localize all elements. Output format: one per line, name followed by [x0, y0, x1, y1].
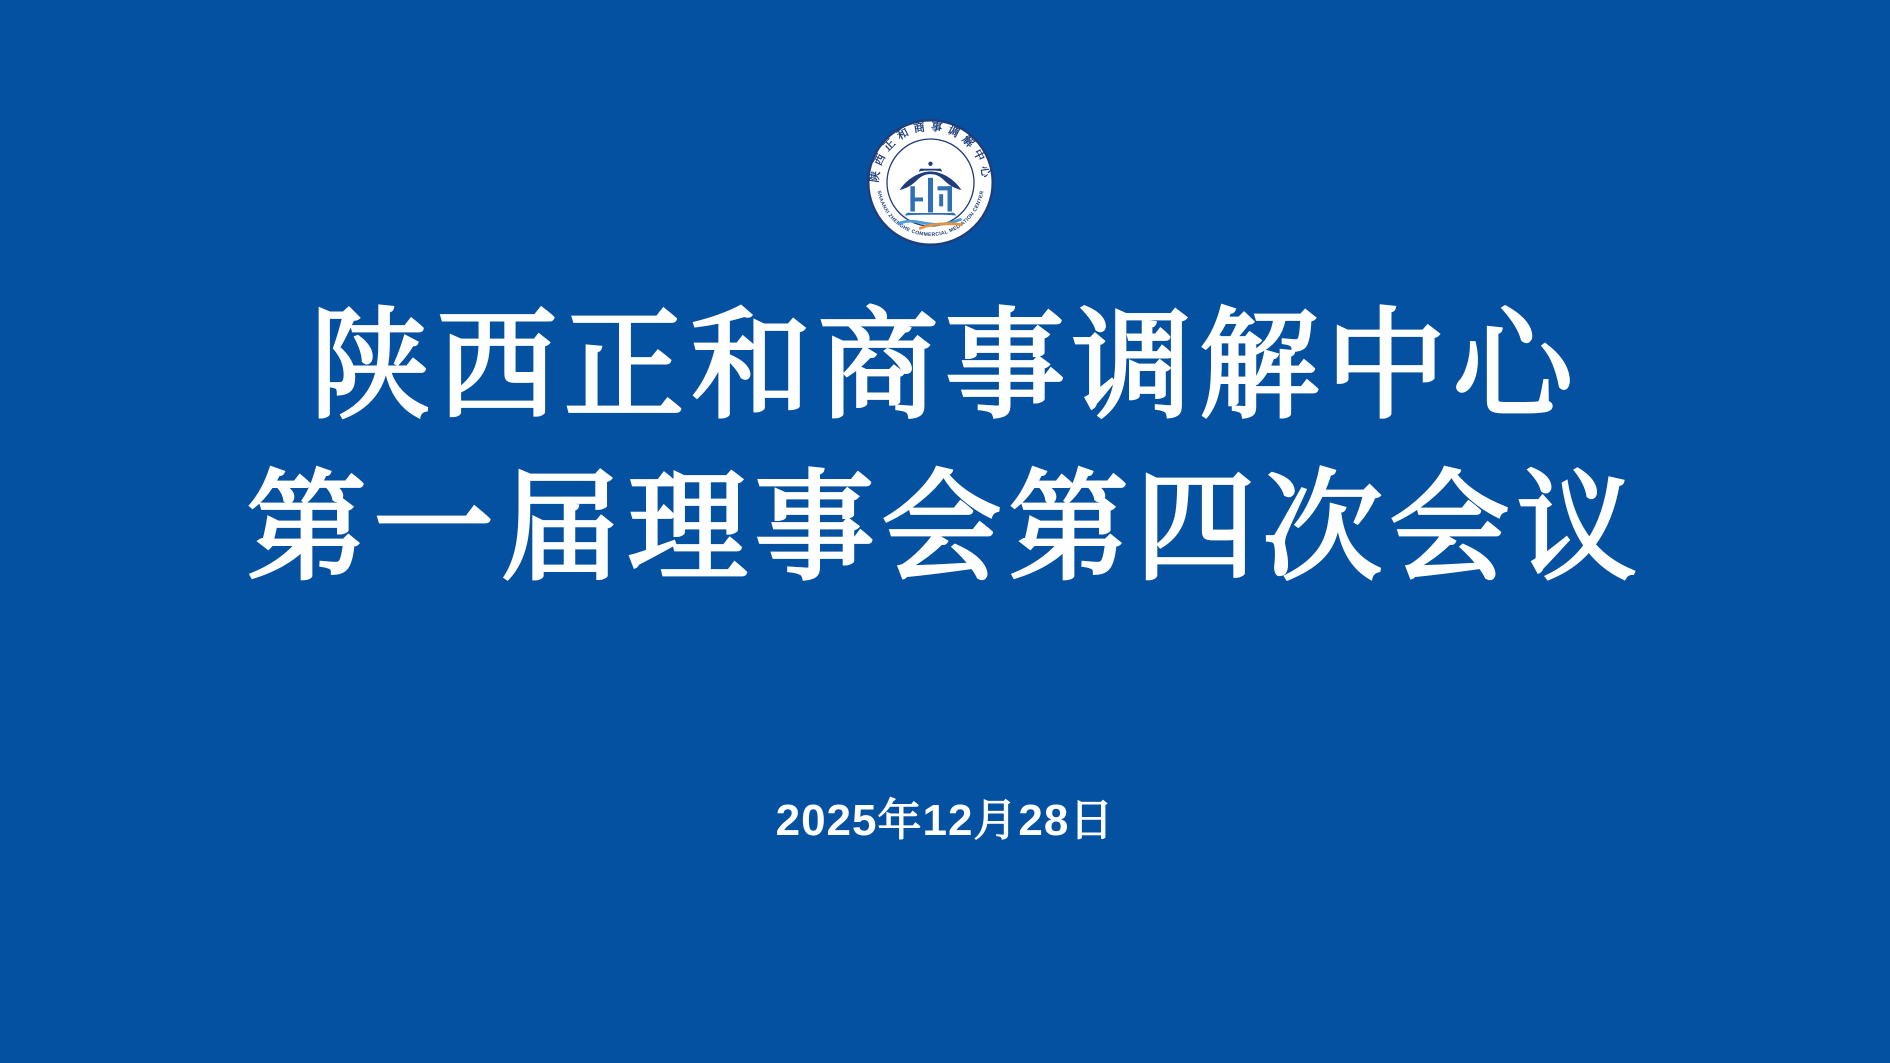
- organization-logo: [865, 117, 996, 248]
- title-line-1: 陕西正和商事调解中心: [310, 299, 1580, 433]
- logo-badge: [865, 117, 996, 248]
- title-line-2: 第一届理事会第四次会议: [246, 461, 1644, 595]
- date-text: 2025年12月28日: [775, 796, 1115, 845]
- logo-arc-top-text: 陕西正和商事调解中心: [868, 120, 993, 184]
- logo-arc-bottom-text: SHAANXI ZHENGHE COMMERCIAL MEDIATION CENTER: [875, 190, 986, 239]
